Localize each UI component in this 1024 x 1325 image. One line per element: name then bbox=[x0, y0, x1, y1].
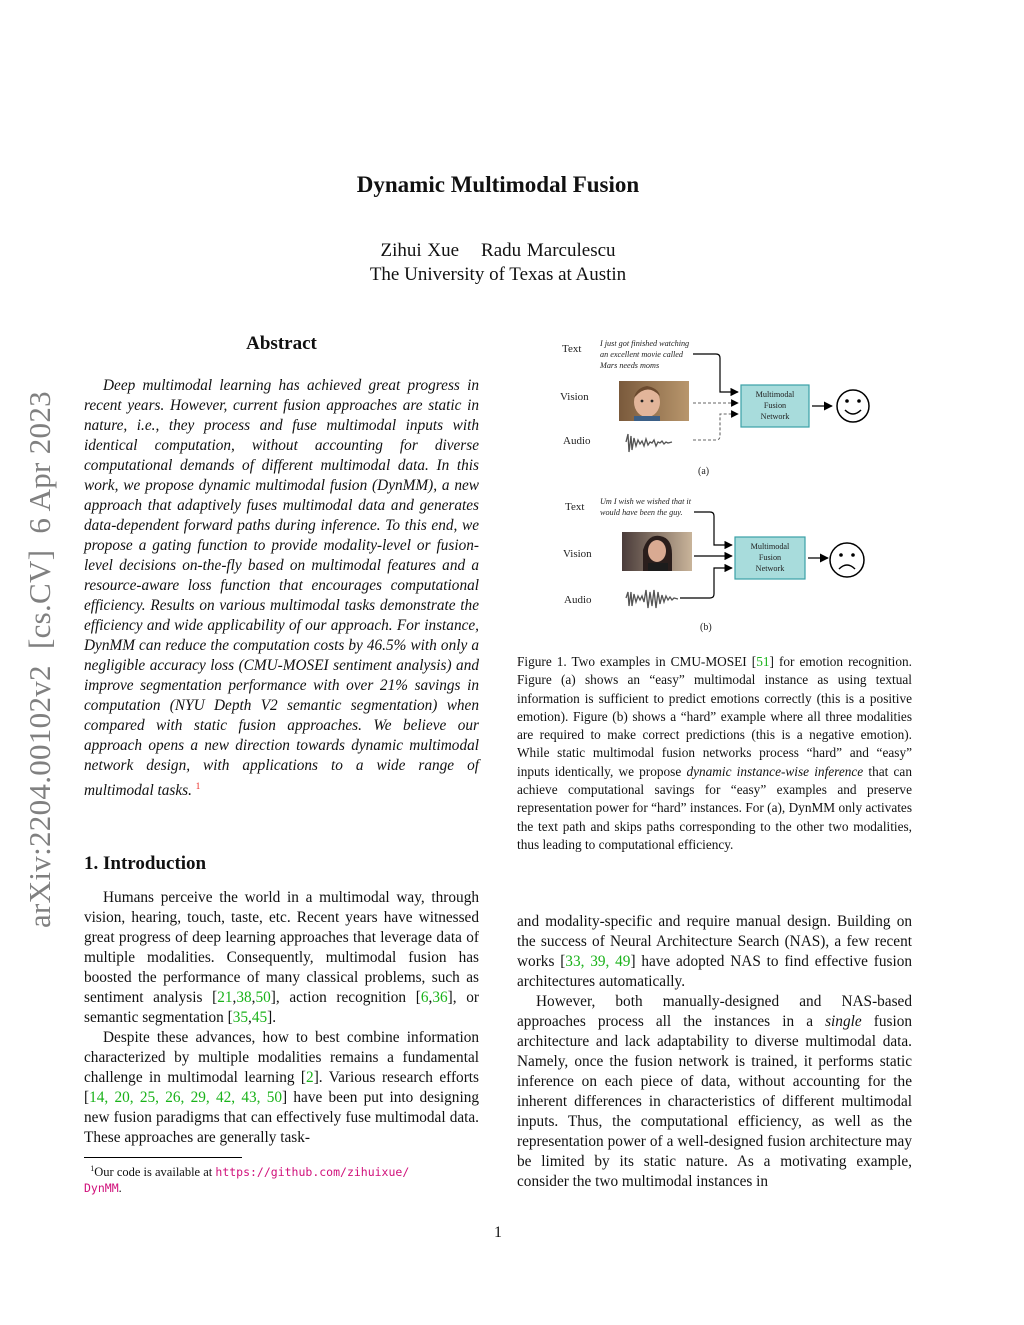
footnote-link[interactable]: 1 bbox=[195, 781, 201, 791]
label-vision: Vision bbox=[560, 391, 589, 403]
citation-link[interactable]: 38 bbox=[236, 989, 252, 1006]
panel-tag: (a) bbox=[698, 466, 710, 477]
audio-waveform bbox=[626, 434, 672, 452]
abstract-text bbox=[84, 376, 479, 801]
citation-link[interactable]: 6 bbox=[420, 989, 429, 1006]
svg-text:Fusion: Fusion bbox=[763, 401, 787, 410]
quote-line: I just got finished watching bbox=[600, 339, 690, 348]
label-audio: Audio bbox=[564, 594, 592, 606]
paragraph: Despite these advances, how to best combine information characterized by multiple modalities remains a fundamental challenge in multimodal learning [2]. Various research efforts [14, 20, 25, 26, 29, 42, 43, 50] have been put into designing new fusion paradigms that can effectively fuse multimodal data. These approaches are generally task- bbox=[84, 1029, 479, 1146]
panel-tag: (b) bbox=[700, 622, 712, 633]
sad-face-icon bbox=[830, 543, 864, 577]
figure-caption: Figure 1. Two examples in CMU-MOSEI [51] for emotion recognition. Figure (a) shows an “easy” multimodal instance as using textual information is sufficient to predict emotions correctly (this is a positive emotion). Figure (b) shows a “hard” example where all three modalities are required to make correct predictions (this is a negative emotion). While static multimodal fusion networks process “hard” and “easy” inputs identically, we propose dynamic instance-wise inference that can achieve computational savings for “easy” examples and preserve representation power for “hard” instances. For (a), DynMM only activates the text path and skips paths corresponding to the other two modalities, thus leading to computational efficiency. bbox=[517, 654, 912, 852]
footnote-rule bbox=[84, 1157, 242, 1158]
svg-text:Network: Network bbox=[760, 412, 790, 421]
quote-line: would have been the guy. bbox=[600, 508, 683, 517]
citation-link[interactable]: 45 bbox=[251, 1009, 268, 1026]
abstract-heading: Abstract bbox=[246, 333, 317, 354]
author-name: Zihui Xue bbox=[380, 240, 460, 261]
figure-1 bbox=[548, 330, 888, 640]
svg-text:Multimodal: Multimodal bbox=[755, 390, 795, 399]
quote-line: Um I wish we wished that it bbox=[600, 497, 691, 506]
svg-text:Multimodal: Multimodal bbox=[750, 542, 790, 551]
author-name: Radu Marculescu bbox=[481, 240, 616, 261]
citation-link[interactable]: 51 bbox=[756, 654, 770, 669]
label-vision: Vision bbox=[563, 548, 592, 560]
right-column-text bbox=[517, 912, 912, 1192]
intro-text bbox=[84, 888, 479, 1148]
arxiv-identifier: arXiv:2204.00102v2 [cs.CV] 6 Apr 2023 bbox=[22, 391, 57, 928]
paragraph: Humans perceive the world in a multimodal way, through vision, hearing, touch, taste, etc. Recent years have witnessed great progress of deep learning approaches that leverage data of multiple modalities. Consequently, multimodal fusion has boosted the performance of many classical problems, such as sentiment analysis [21,38,50], action recognition [6,36], or semantic segmentation [35,45]. bbox=[84, 889, 479, 1026]
citation-link[interactable]: 33, 39, 49 bbox=[565, 953, 631, 970]
video-frame-image bbox=[619, 381, 689, 421]
label-audio: Audio bbox=[563, 435, 591, 447]
citation-link[interactable]: 35 bbox=[232, 1009, 248, 1026]
abstract-paragraph: Deep multimodal learning has achieved great progress in recent years. However, current fusion approaches are static in nature, i.e., they process and fuse multimodal inputs with identical computation, without accounting for diverse computational demands of different multimodal data. In this work, we propose dynamic multimodal fusion (DynMM), a new approach that adaptively fuses multimodal data and generates data-dependent forward paths during inference. To this end, we propose a gating function to provide modality-level or fusion-level decisions on-the-fly based on multimodal features and a resource-aware loss function that encourages computational efficiency. Results on various multimodal tasks demonstrate the efficiency and wide applicability of our approach. For instance, DynMM can reduce the computation costs by 46.5% with only a negligible accuracy loss (CMU-MOSEI sentiment analysis) and improve segmentation performance with over 21% savings in computation (NYU Depth V2 semantic segmentation) when compared with static fusion approaches. We believe our approach opens a new direction towards dynamic multimodal network design, with applications to a wide range of multimodal tasks. bbox=[84, 377, 479, 800]
citation-link[interactable]: 14, 20, 25, 26, 29, 42, 43, 50 bbox=[89, 1089, 283, 1106]
code-url-link[interactable]: https://github.com/zihuixue/ DynMM bbox=[84, 1165, 410, 1196]
audio-waveform bbox=[626, 590, 678, 608]
svg-text:Fusion: Fusion bbox=[758, 553, 782, 562]
affiliation: The University of Texas at Austin bbox=[369, 264, 627, 285]
paragraph: However, both manually-designed and NAS-based approaches process all the instances in a single fusion architecture and lack adaptability to diverse multimodal data. Namely, once the fusion network is trained, it performs static inference on each piece of data, without accounting for the inherent differences in characteristics of different multimodal inputs. Thus, the computational efficiency, as well as the representation power of a well-designed fusion architecture may be limited by its static nature. As a motivating example, consider the two multimodal instances in bbox=[517, 993, 912, 1190]
label-text: Text bbox=[565, 501, 585, 513]
quote-line: Mars needs moms bbox=[600, 361, 660, 370]
section-heading: 1. Introduction bbox=[84, 853, 207, 874]
page-number: 1 bbox=[494, 1224, 502, 1241]
paragraph: and modality-specific and require manual design. Building on the success of Neural Architecture Search (NAS), a few recent works [33, 39, 49] have adopted NAS to find effective fusion architectures automatically. bbox=[517, 913, 913, 990]
quote-line: an excellent movie called bbox=[600, 350, 683, 359]
happy-face-icon bbox=[837, 390, 869, 422]
citation-link[interactable]: 21 bbox=[217, 989, 233, 1006]
citation-link[interactable]: 2 bbox=[306, 1069, 314, 1086]
paper-title: Dynamic Multimodal Fusion bbox=[356, 172, 640, 197]
svg-text:Network: Network bbox=[755, 564, 785, 573]
citation-link[interactable]: 36 bbox=[432, 989, 448, 1006]
author-list bbox=[0, 240, 996, 262]
label-text: Text bbox=[562, 343, 582, 355]
citation-link[interactable]: 50 bbox=[255, 989, 271, 1006]
video-frame-image bbox=[622, 532, 692, 571]
footnote: $^1$Our code is available at https://github.com/zihuixue/ DynMM. bbox=[84, 1164, 410, 1196]
